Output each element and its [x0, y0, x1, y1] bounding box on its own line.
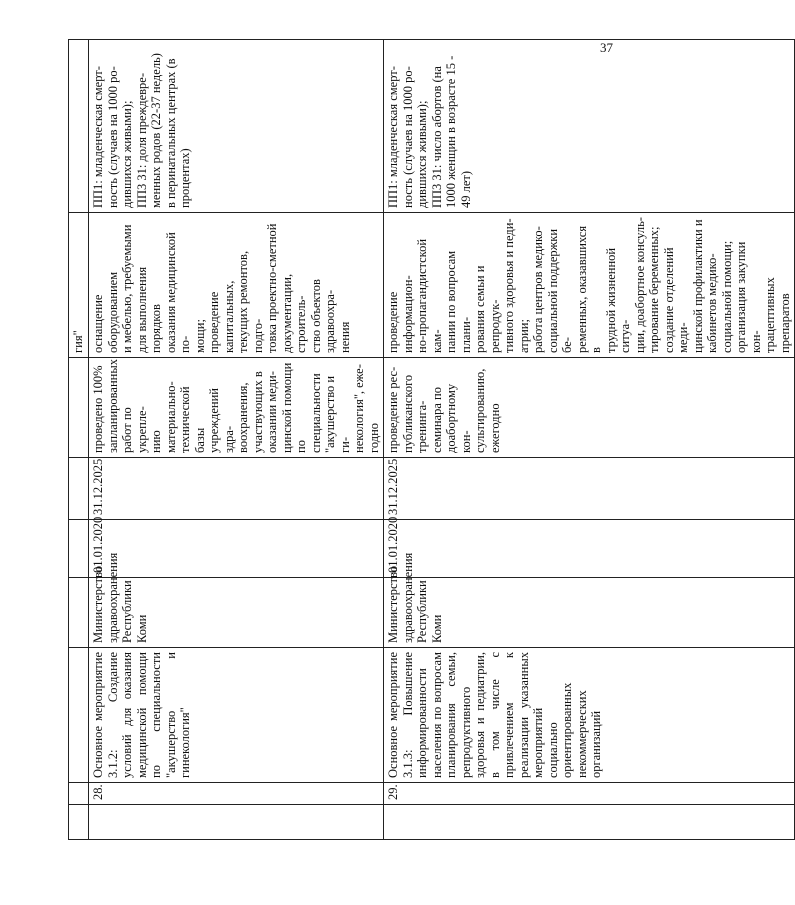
cell: [89, 805, 384, 840]
cell: [69, 40, 89, 213]
executor-cell: Министерство здравоохранения Республики Коми: [384, 578, 795, 648]
table-row-continuation: [69, 40, 89, 840]
indicators-cell: ПП1: младенческая смерт- ность (случаев на 1000 ро- дившихся живыми); ПП3 31: число абортов (на 1000 женщин в возрасте 15 - 49 лет): [384, 40, 795, 213]
program-measures-table: [68, 39, 795, 840]
cell: [69, 358, 89, 458]
measure-cell: Основное мероприятие 3.1.2: Создание условий для оказания медицинской помощи по специальности "акушерство и гинекология": [89, 648, 384, 783]
start-date-cell: 01.01.2020: [89, 520, 384, 578]
end-date-cell: 31.12.2025: [89, 458, 384, 520]
cell: [69, 648, 89, 783]
end-date-cell: 31.12.2025: [384, 458, 795, 520]
cell: [384, 805, 795, 840]
cell: [69, 805, 89, 840]
actions-cell-continuation: гия": [69, 213, 89, 358]
actions-cell: проведение информацион- но-пропагандистской кам- пании по вопросам плани- рования семьи и репродук- тивного здоровья и педи- атрии; работа центров медико- социальной поддержки бе- ременных, оказавшихся в трудной жизненной ситуа- ции, доабортное консуль- тирование беременных; создание отделений меди- цинской профилактики и кабинетов медико- социальной помощи; организация закупки кон- трацептивных препаратов: [384, 213, 795, 358]
executor-cell: Министерство здравоохранения Республики Коми: [89, 578, 384, 648]
cell: [69, 578, 89, 648]
result-cell: проведено 100% запланированных работ по укрепле- нию материально- технической базы учреждений здра- воохранения, участвующих в оказании меди- цинской помощи по специальности "акушерство и ги- некология", еже- годно: [89, 358, 384, 458]
indicators-cell: ПП1: младенческая смерт- ность (случаев на 1000 ро- дившихся живыми); ПП3 31: доля преждевре- менных родов (22-37 недель) в перинатальных центрах (в процентах): [89, 40, 384, 213]
table-row: [89, 40, 384, 840]
page-number: 37: [600, 40, 613, 55]
cell: [69, 458, 89, 520]
cell: [69, 520, 89, 578]
result-cell: проведение рес- публиканского тренинга- семинара по доабортному кон- сультированию, ежегодно: [384, 358, 795, 458]
cell: [69, 783, 89, 805]
measure-cell: Основное мероприятие 3.1.3: Повышение информированности населения по вопросам планирования семьи, репродуктивного здоровья и педиатрии, в том числе с привлечением к реализации указанных мероприятий социально ориентированных некоммерческих организаций: [384, 648, 795, 783]
rotated-table-container: [68, 40, 792, 840]
start-date-cell: 01.01.2020: [384, 520, 795, 578]
row-number: 28.: [89, 783, 384, 805]
table-row: [384, 40, 795, 840]
actions-cell: оснащение оборудованием и мебелью, требуемыми для выполнения порядков оказания медицинской по- мощи; проведение капитальных, текущих ремонтов, подго- товка проектно-сметной документации, строитель- ство объектов здравоохра- нения: [89, 213, 384, 358]
row-number: 29.: [384, 783, 795, 805]
